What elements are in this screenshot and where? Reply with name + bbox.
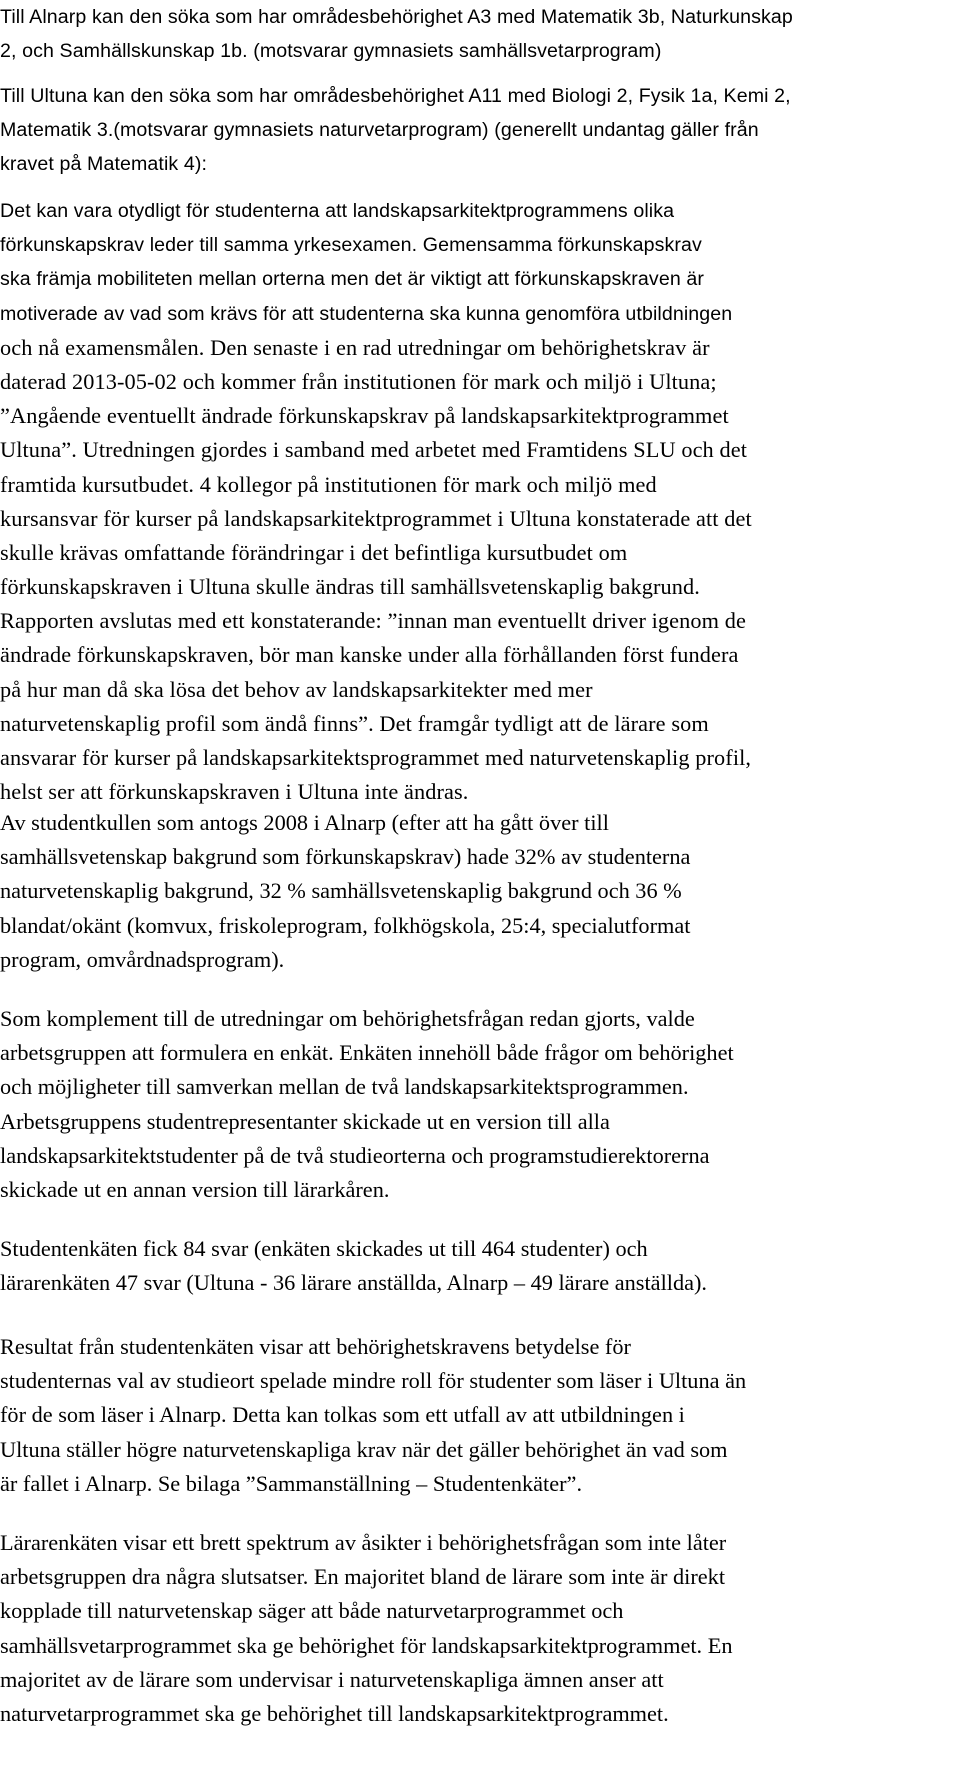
text-line: kursansvar för kurser på landskapsarkitektprogrammet i Ultuna konstaterade att det <box>0 505 752 531</box>
text-line: Av studentkullen som antogs 2008 i Alnarp (efter att ha gått över till <box>0 810 609 835</box>
text-line: ansvarar för kurser på landskapsarkitektsprogrammet med naturvetenskaplig profil, <box>0 745 752 770</box>
text-line: för de som läser i Alnarp. Detta kan tolkas som ett utfall av att utbildningen i <box>0 1402 685 1428</box>
text-line: Lärarenkäten visar ett brett spektrum av åsikter i behörighetsfrågan som inte låter <box>0 1530 727 1555</box>
text-line: program, omvårdnadsprogram). <box>0 946 285 972</box>
text-line: skickade ut en annan version till lärarkåren. <box>0 1176 390 1202</box>
text-line: skulle krävas omfattande förändringar i det befintliga kursutbudet om <box>0 539 628 565</box>
text-line: förkunskapskraven i Ultuna skulle ändras till samhällsvetenskaplig bakgrund. <box>0 574 700 600</box>
text-line: är fallet i Alnarp. Se bilaga ”Sammanställning – Studentenkäter”. <box>0 1470 583 1496</box>
text-line: Ultuna ställer högre naturvetenskapliga krav när det gäller behörighet än vad som <box>0 1436 728 1462</box>
text-line: ”Angående eventuellt ändrade förkunskapskrav på landskapsarkitektprogrammet <box>0 403 729 429</box>
text-line: studenternas val av studieort spelade mindre roll för studenter som läser i Ultuna än <box>0 1368 747 1394</box>
text-line: naturvetenskaplig bakgrund, 32 % samhällsvetenskaplig bakgrund och 36 % <box>0 878 682 904</box>
text-line: på hur man då ska lösa det behov av landskapsarkitekter med mer <box>0 676 593 702</box>
text-line: lärarenkäten 47 svar (Ultuna - 36 lärare anställda, Alnarp – 49 lärare anställda). <box>0 1270 708 1296</box>
text-line: förkunskapskrav leder till samma yrkesexamen. Gemensamma förkunskapskrav <box>0 234 702 257</box>
text-line: framtida kursutbudet. 4 kollegor på institutionen för mark och miljö med <box>0 471 657 497</box>
text-line: Matematik 3.(motsvarar gymnasiets naturvetarprogram) (generellt undantag gäller från <box>0 119 759 142</box>
paragraph-student-survey-results <box>0 1330 746 1501</box>
text-line: majoritet av de lärare som undervisar i naturvetenskapliga ämnen anser att <box>0 1666 664 1692</box>
text-line: landskapsarkitektstudenter på de två studieorterna och programstudierektorerna <box>0 1142 710 1168</box>
text-line: Det kan vara otydligt för studenterna att landskapsarkitektprogrammens olika <box>0 200 675 222</box>
paragraph-ultuna-eligibility <box>0 79 791 182</box>
text-line: helst ser att förkunskapskraven i Ultuna inte ändras. <box>0 779 469 805</box>
text-line: daterad 2013-05-02 och kommer från institutionen för mark och miljö i Ultuna; <box>0 368 717 394</box>
text-line: samhällsvetenskap bakgrund som förkunskapskrav) hade 32% av studenterna <box>0 844 691 870</box>
paragraph-survey-responses <box>0 1232 707 1300</box>
paragraph-teacher-survey-results <box>0 1526 732 1731</box>
text-line: Ultuna”. Utredningen gjordes i samband med arbetet med Framtidens SLU och det <box>0 437 748 463</box>
text-line: Resultat från studentenkäten visar att behörighetskravens betydelse för <box>0 1334 631 1359</box>
paragraph-prerequisites-discussion <box>0 194 752 809</box>
paragraph-survey-method <box>0 1002 734 1207</box>
text-line: ändrade förkunskapskraven, bör man kanske under alla förhållanden först fundera <box>0 642 739 668</box>
text-line: blandat/okänt (komvux, friskoleprogram, folkhögskola, 25:4, specialutformat <box>0 912 691 938</box>
text-line: samhällsvetarprogrammet ska ge behörighet för landskapsarkitektprogrammet. En <box>0 1632 733 1658</box>
text-line: och möjligheter till samverkan mellan de två landskapsarkitektsprogrammen. <box>0 1074 689 1100</box>
text-line: Till Alnarp kan den söka som har områdesbehörighet A3 med Matematik 3b, Naturkunskap <box>0 6 793 28</box>
text-line: arbetsgruppen dra några slutsatser. En majoritet bland de lärare som inte är direkt <box>0 1564 726 1590</box>
text-line: Arbetsgruppens studentrepresentanter skickade ut en version till alla <box>0 1108 610 1134</box>
text-line: motiverade av vad som krävs för att studenterna ska kunna genomföra utbildningen <box>0 302 733 325</box>
text-line: kopplade till naturvetenskap säger att både naturvetarprogrammet och <box>0 1598 624 1624</box>
text-line: arbetsgruppen att formulera en enkät. Enkäten innehöll både frågor om behörighet <box>0 1040 734 1066</box>
text-line: Till Ultuna kan den söka som har områdesbehörighet A11 med Biologi 2, Fysik 1a, Kemi 2, <box>0 85 791 107</box>
text-line: naturvetarprogrammet ska ge behörighet till landskapsarkitektprogrammet. <box>0 1700 669 1726</box>
paragraph-alnarp-eligibility <box>0 0 793 68</box>
text-line: Som komplement till de utredningar om behörighetsfrågan redan gjorts, valde <box>0 1006 695 1031</box>
text-line: 2, och Samhällskunskap 1b. (motsvarar gymnasiets samhällsvetarprogram) <box>0 40 662 63</box>
text-line: naturvetenskaplig profil som ändå finns”. Det framgår tydligt att de lärare som <box>0 710 709 736</box>
text-line: Rapporten avslutas med ett konstaterande: ”innan man eventuellt driver igenom de <box>0 608 747 634</box>
text-line: Studentenkäten fick 84 svar (enkäten skickades ut till 464 studenter) och <box>0 1236 648 1261</box>
paragraph-alnarp-2008-cohort <box>0 806 690 977</box>
text-line: kravet på Matematik 4): <box>0 153 208 176</box>
text-line: ska främja mobiliteten mellan orterna men det är viktigt att förkunskapskraven är <box>0 268 704 291</box>
text-line: och nå examensmålen. Den senaste i en rad utredningar om behörighetskrav är <box>0 334 710 360</box>
